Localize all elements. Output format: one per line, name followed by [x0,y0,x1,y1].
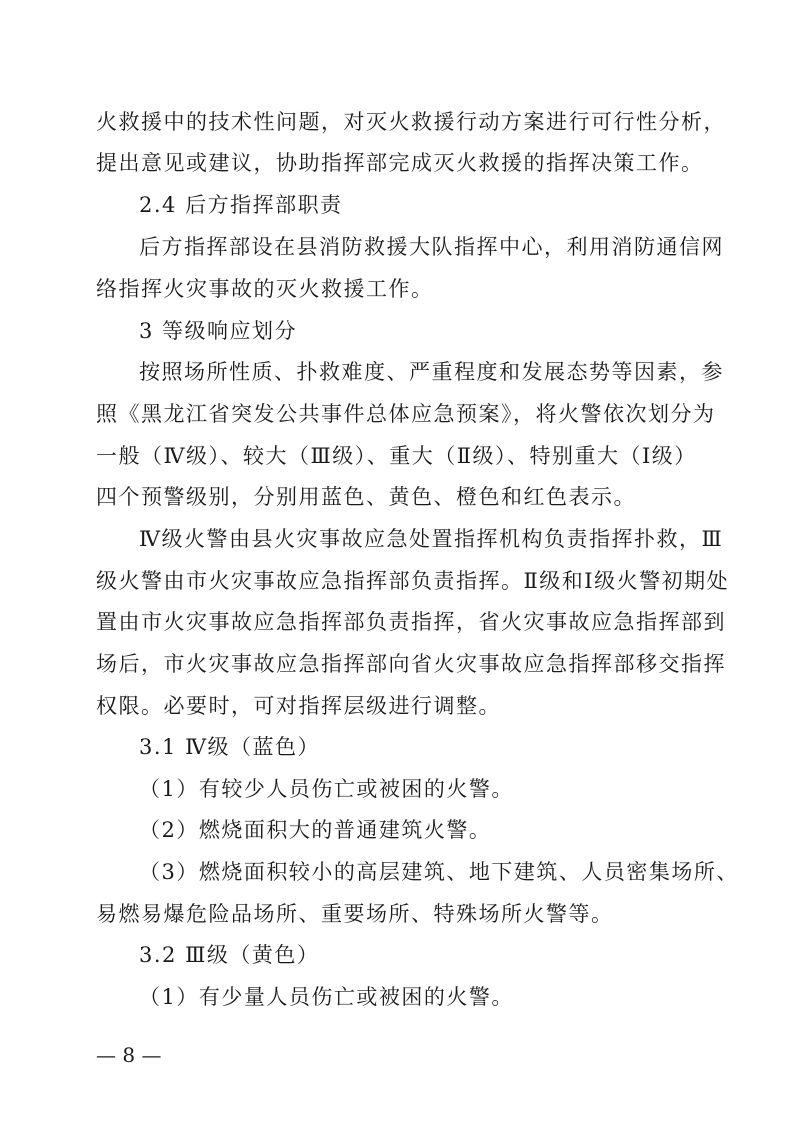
list-item: （1）有少量人员伤亡或被困的火警。 [139,985,514,1009]
body-text-line: 权限。必要时，可对指挥层级进行调整。 [96,694,501,718]
list-item: （1）有较少人员伤亡或被困的火警。 [139,777,514,801]
list-item: （2）燃烧面积大的普通建筑火警。 [139,818,492,842]
section-heading-2-4: 2.4 后方指挥部职责 [139,193,343,217]
body-text-line: 络指挥火灾事故的灭火救援工作。 [96,277,434,301]
body-text-line: 四个预警级别，分别用蓝色、黄色、橙色和红色表示。 [96,485,636,509]
body-text-line: 火救援中的技术性问题，对灭火救援行动方案进行可行性分析， [96,110,726,134]
body-text-line: 提出意见或建议，协助指挥部完成灭火救援的指挥决策工作。 [96,151,704,175]
body-text-line: 一般（Ⅳ级）、较大（Ⅲ级）、重大（Ⅱ级）、特别重大（Ⅰ级） [96,444,697,468]
body-text-line: 置由市火灾事故应急指挥部负责指挥，省火灾事故应急指挥部到 [96,610,726,634]
body-text-line: 照《黑龙江省突发公共事件总体应急预案》，将火警依次划分为 [96,402,716,426]
body-text-line: 按照场所性质、扑救难度、严重程度和发展态势等因素，参 [139,360,724,384]
list-item: （3）燃烧面积较小的高层建筑、地下建筑、人员密集场所、 [139,860,739,884]
section-heading-3: 3 等级响应划分 [139,319,298,343]
body-text-line: 易燃易爆危险品场所、重要场所、特殊场所火警等。 [96,902,614,926]
body-text-line: 级火警由市火灾事故应急指挥部负责指挥。Ⅱ级和Ⅰ级火警初期处 [96,569,730,593]
body-text-line: 场后，市火灾事故应急指挥部向省火灾事故应急指挥部移交指挥 [96,652,726,676]
section-heading-3-1: 3.1 Ⅳ级（蓝色） [139,735,321,759]
page-number: — 8 — [96,1043,162,1067]
section-heading-3-2: 3.2 Ⅲ级（黄色） [139,943,320,967]
body-text-line: 后方指挥部设在县消防救援大队指挥中心，利用消防通信网 [139,235,724,259]
body-text-line: Ⅳ级火警由县火灾事故应急处置指挥机构负责指挥扑救，Ⅲ [139,527,724,551]
